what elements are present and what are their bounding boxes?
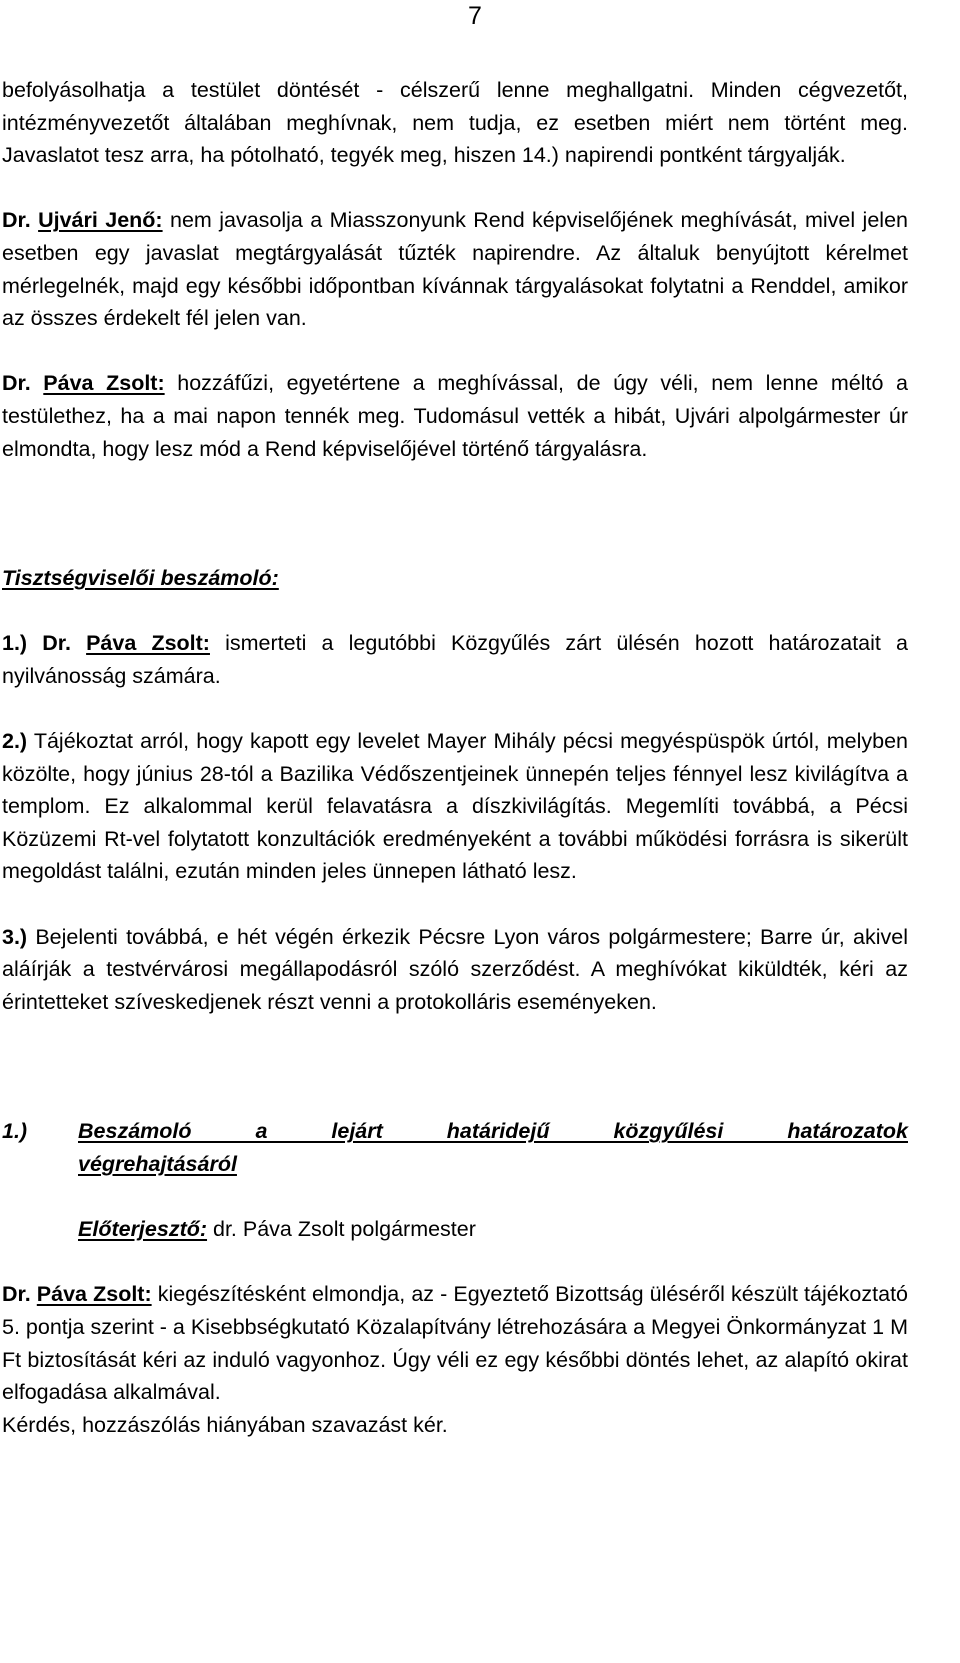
speaker-title: Dr. (2, 208, 31, 233)
speaker-title: Dr. (2, 371, 31, 396)
paragraph-pava (2, 367, 908, 465)
section-heading (2, 562, 908, 595)
presenter-label: Előterjesztő: (78, 1217, 208, 1242)
speaker-name: Ujvári Jenő: (38, 208, 163, 233)
report-item-3 (2, 921, 908, 1019)
paragraph-text: befolyásolhatja a testület döntését - célszerű lenne meghallgatni. Minden cégvezetőt, intézményvezetőt általában meghívnak, nem tudja, ez esetben miért nem történt meg. Javaslatot tesz arra, ha pótolható, tegyék meg, hiszen 14.) napirendi pontként tárgyalják. (2, 78, 908, 168)
document-body (2, 74, 908, 1441)
report-item-2 (2, 725, 908, 888)
paragraph-text: Bejelenti továbbá, e hét végén érkezik Pécsre Lyon város polgármestere; Barre úr, akivel aláírják a testvérvárosi megállapodásról szóló szerződést. A meghívókat kiküldték, kéri az érintetteket szíveskedjenek részt venni a protokolláris eseményeken. (2, 924, 908, 1014)
agenda-title-line2: végrehajtásáról (78, 1152, 237, 1177)
speaker-name: Páva Zsolt: (86, 631, 210, 656)
section-heading-text: Tisztségviselői beszámoló: (2, 566, 279, 591)
speaker-title: Dr. (42, 631, 71, 656)
agenda-number: 1.) (2, 1119, 28, 1144)
paragraph-text: nem javasolja a Miasszonyunk Rend képviselőjének meghívását, mivel jelen esetben egy javaslat megtárgyalását tűzték napirendre. Az általuk benyújtott kérelmet mérlegelnék, majd egy későbbi időpontban kívánnak tárgyalásokat folytatni a Renddel, amikor az összes érdekelt fél jelen van. (2, 208, 908, 331)
speaker-name: Páva Zsolt: (36, 1282, 152, 1307)
item-number: 1.) (2, 631, 28, 656)
paragraph-text: Tájékoztat arról, hogy kapott egy levelet Mayer Mihály pécsi megyéspüspök úrtól, melyben közölte, hogy június 28-tól a Bazilika Védőszentjeinek ünnepén teljes fénnyel lesz kivilágítva a templom. Ez alkalommal kerül felavatásra a díszkivilágítás. Megemlíti továbbá, a Pécsi Közüzemi Rt-vel folytatott konzultációk eredményeként a további működési forrásra is sikerült megoldást találni, ezután minden jeles ünnepen látható lesz. (2, 729, 908, 884)
page-number: 7 (468, 2, 482, 30)
paragraph-text: hozzáfűzi, egyetértene a meghívással, de úgy véli, nem lenne méltó a testülethez, ha a mai napon tennék meg. Tudomásul vették a hibát, Ujvári alpolgármester úr elmondta, hogy lesz mód a Rend képviselőjével történő tárgyalásra. (2, 371, 909, 461)
item-number: 3.) (2, 924, 28, 949)
paragraph-text: kiegészítésként elmondja, az - Egyeztető Bizottság üléséről készült tájékoztató 5. pontja szerint - a Kisebbségkutató Közalapítvány létrehozására a Megyei Önkormányzat 1 M Ft biztosítását kéri az induló vagyonhoz. Úgy véli ez egy későbbi döntés lehet, az alapító okirat elfogadása alkalmával. (2, 1282, 908, 1405)
presenter-line (2, 1213, 908, 1246)
presenter-name: dr. Páva Zsolt polgármester (207, 1217, 476, 1242)
agenda-title-line1: Beszámoló a lejárt határidejű közgyűlési határozatok (78, 1119, 908, 1144)
paragraph-text: ismerteti a legutóbbi Közgyűlés zárt ülésén hozott határozatait a nyilvánosság számára. (2, 631, 908, 688)
paragraph-vote (2, 1409, 908, 1442)
speaker-name: Páva Zsolt: (43, 371, 165, 396)
paragraph-pava-supplement (2, 1278, 908, 1408)
report-item-1 (2, 627, 908, 692)
speaker-title: Dr. (2, 1282, 31, 1307)
paragraph-ujvari (2, 204, 908, 334)
agenda-title (78, 1115, 908, 1180)
agenda-item-1 (2, 1115, 908, 1180)
item-number: 2.) (2, 729, 28, 754)
paragraph-text: Kérdés, hozzászólás hiányában szavazást kér. (2, 1412, 448, 1437)
paragraph-intro (2, 74, 908, 172)
